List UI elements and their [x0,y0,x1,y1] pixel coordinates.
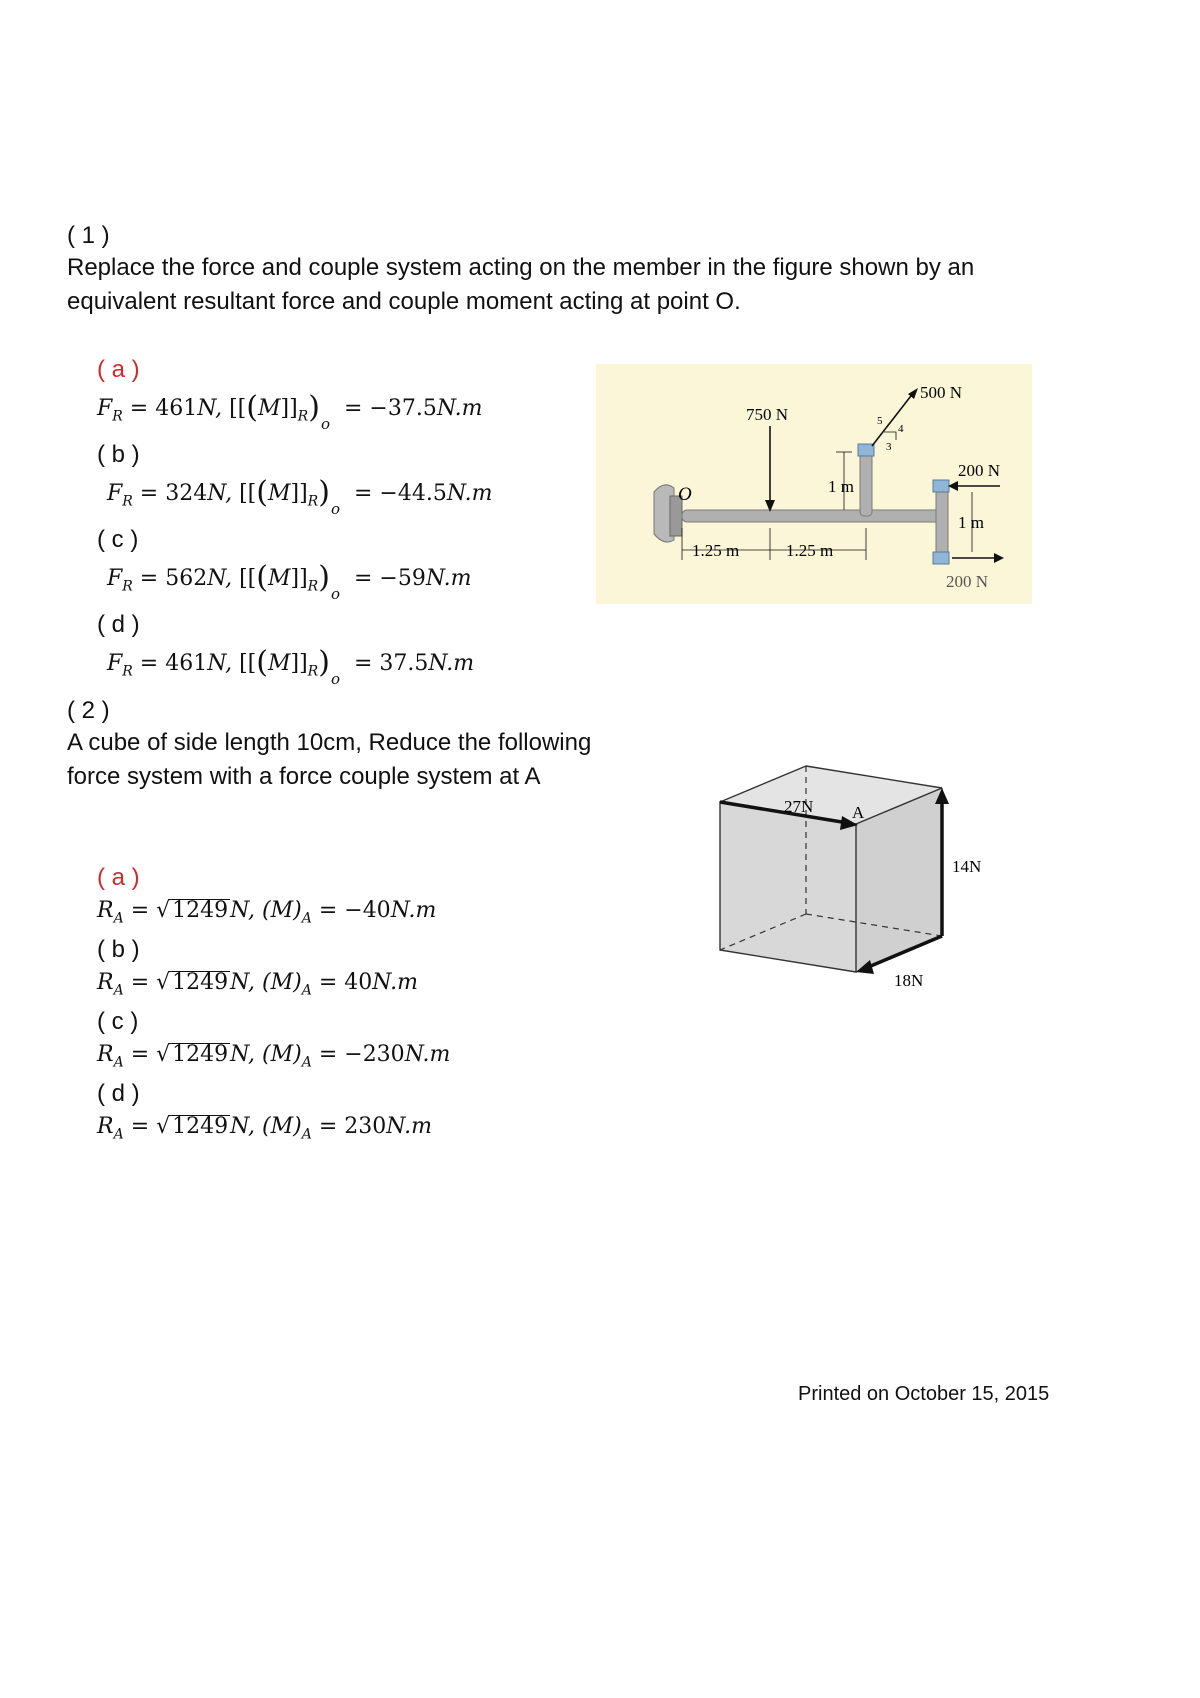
q1-option-a-fr: 461 [155,396,198,421]
q2-option-b-formula: $R_A = √1249N$, $(M)_A = 40N.m$ [97,970,418,999]
force-18-label: 18N [894,971,924,990]
point-o-label: O [678,484,692,505]
q2-option-c-root: 1249 [172,1042,229,1067]
cube-front-face [720,802,856,972]
q2-option-c-moment: = −230 [318,1042,405,1067]
q2-option-a-root: 1249 [172,898,229,923]
q1-option-d-formula: $F_R = 461N$, $[[(M]]_R)_o = 37.5N.m$ [107,645,475,688]
q2-option-c-label: ( c ) [97,1008,139,1035]
force-750-label: 750 N [746,405,789,424]
q2-option-d-formula: $R_A = √1249N$, $(M)_A = 230N.m$ [97,1114,432,1143]
q2-option-d-label: ( d ) [97,1080,140,1107]
bracket-right-bottom [933,552,949,564]
q2-option-b-label: ( b ) [97,936,140,963]
q1-number: ( 1 ) [67,222,110,249]
printed-date: Printed on October 15, 2015 [798,1383,1050,1405]
dim-1m-left-label: 1 m [828,477,854,496]
q1-figure-background [596,364,1032,604]
q2-option-a-moment: = −40 [318,898,391,923]
q2-cube-figure [680,760,1040,1020]
q1-option-b-moment: = −44.5 [353,481,447,506]
q1-option-a-moment: = −37.5 [343,396,437,421]
q1-beam-figure [596,364,1032,604]
force-27-label: 27N [784,797,814,816]
q1-option-d-moment: = 37.5 [353,651,429,676]
slope-3: 3 [886,441,892,453]
slope-5: 5 [877,415,883,427]
force-200-bottom-label: 200 N [946,572,989,591]
force-14-label: 14N [952,857,982,876]
q1-option-b-fr: 324 [165,481,208,506]
q2-text-line1: A cube of side length 10cm, Reduce the following [67,729,592,756]
q1-option-d-fr: 461 [165,651,208,676]
q1-option-b-formula: $F_R = 324N$, $[[(M]]_R)_o = -44.5N.m$ [107,475,493,518]
point-a-label: A [852,803,865,822]
q1-option-d-label: ( d ) [97,611,140,638]
bracket-right-top [933,480,949,492]
q2-option-d-root: 1249 [172,1114,229,1139]
q1-option-c-formula: $F_R = 562N$, $[[(M]]_R)_o = -59N.m$ [107,560,472,603]
q2-option-b-root: 1249 [172,970,229,995]
slope-4: 4 [898,423,904,435]
q2-option-a-label: ( a ) [97,864,140,891]
q2-option-d-moment: = 230 [318,1114,387,1139]
q2-option-c-formula: $R_A = √1249N$, $(M)_A = -230N.m$ [97,1042,451,1071]
dim-125-b-label: 1.25 m [786,541,834,560]
q1-text-line2: equivalent resultant force and couple moment acting at point O. [67,288,741,315]
q1-option-c-fr: 562 [165,566,208,591]
force-200-top-label: 200 N [958,461,1001,480]
q2-text-line2: force system with a force couple system at A [67,763,541,790]
horizontal-member [682,510,944,522]
q1-option-c-label: ( c ) [97,526,139,553]
bracket-top [858,444,874,456]
q1-option-c-moment: = −59 [353,566,426,591]
q1-option-a-formula: $F_R = 461N$, $[[(M]]_R)_o = -37.5N.m$ [97,390,483,433]
dim-1m-right-label: 1 m [958,513,984,532]
q2-number: ( 2 ) [67,697,110,724]
q2-option-b-moment: = 40 [318,970,373,995]
q1-option-b-label: ( b ) [97,441,140,468]
dim-125-a-label: 1.25 m [692,541,740,560]
force-500-label: 500 N [920,383,963,402]
right-plate [936,482,948,562]
q1-option-a-label: ( a ) [97,356,140,383]
q2-option-a-formula: $R_A = √1249N$, $(M)_A = -40N.m$ [97,898,437,927]
q1-text-line1: Replace the force and couple system acting on the member in the figure shown by an [67,254,975,281]
